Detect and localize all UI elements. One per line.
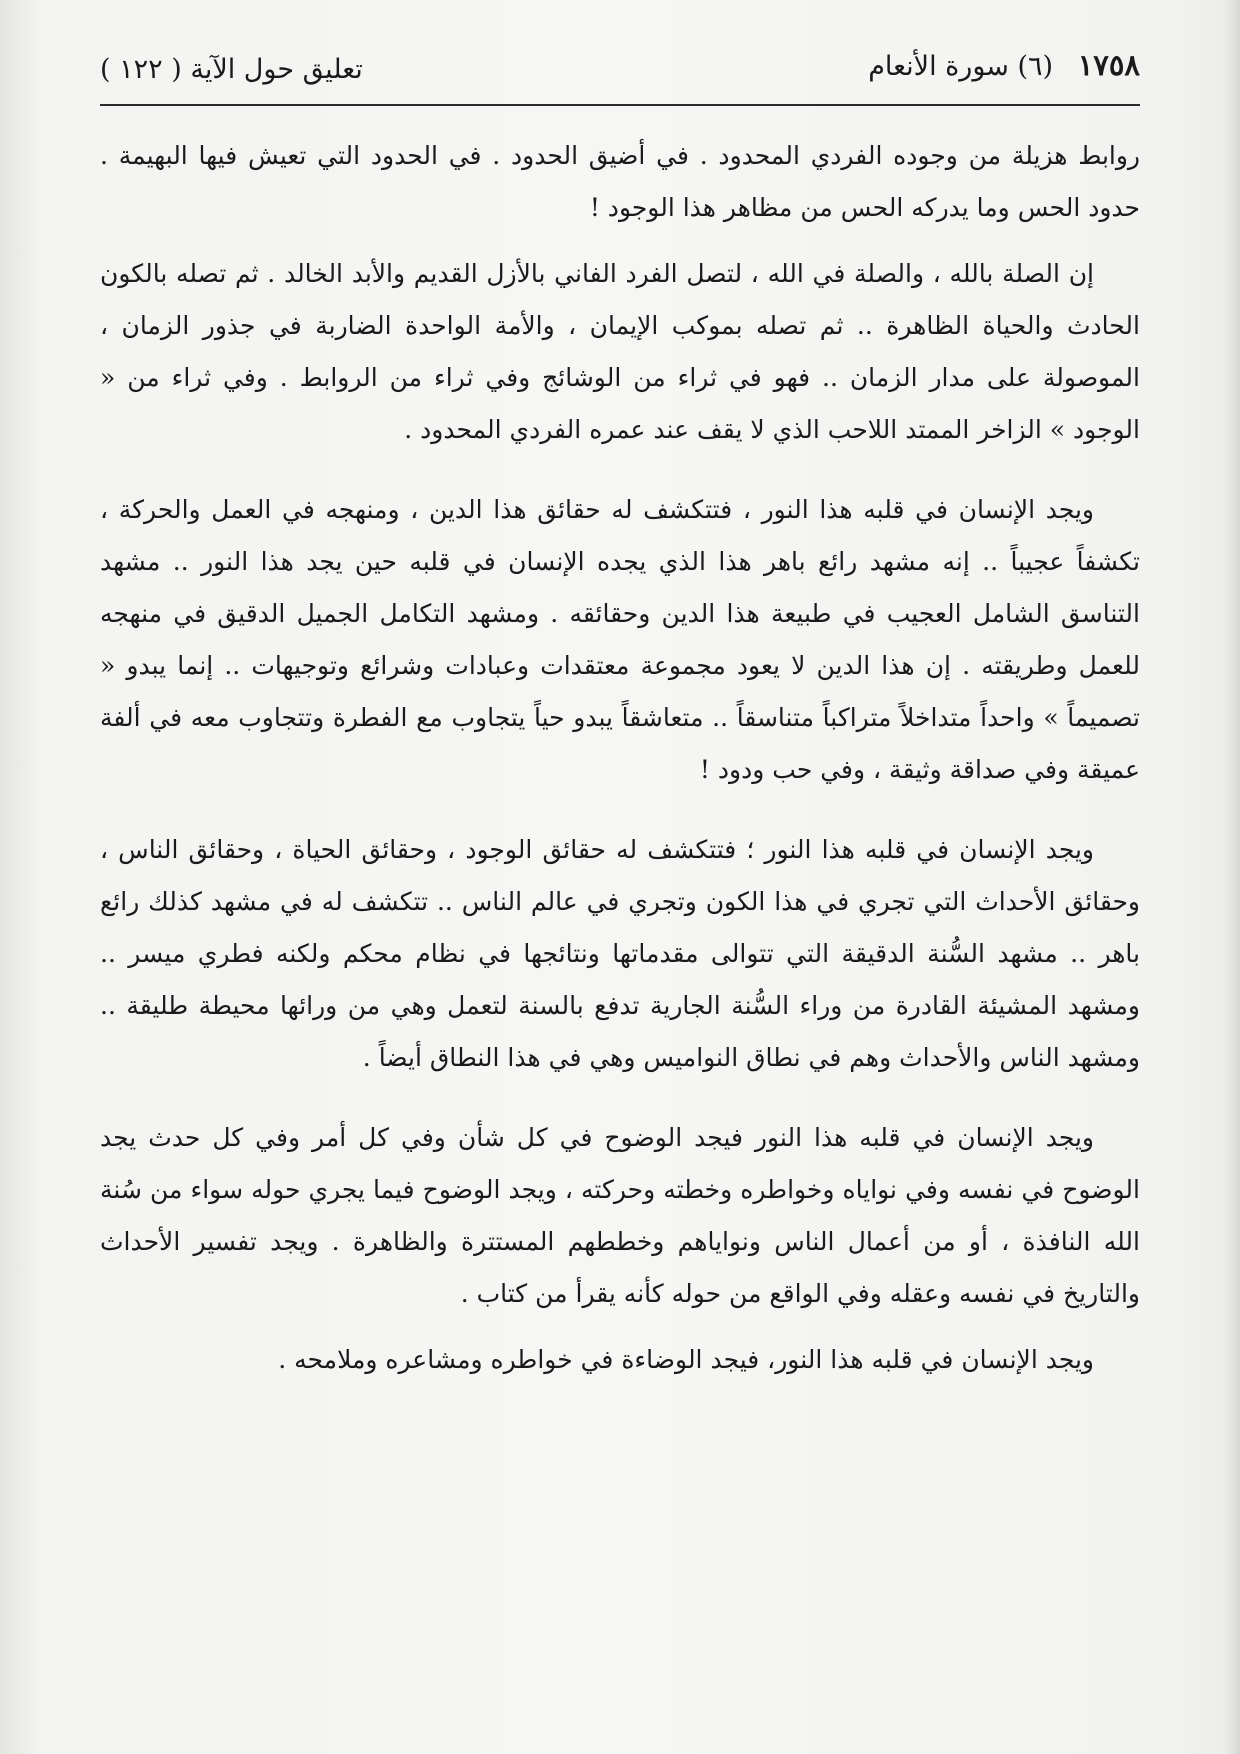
paragraph: ويجد الإنسان في قلبه هذا النور ؛ فتتكشف له حقائق الوجود ، وحقائق الحياة ، وحقائق الناس ، وحقائق الأحداث التي تجري في هذا الكون وتجري في عالم الناس .. تتكشف له في مشهد كذلك رائع باهر .. مشهد السُّنة الدقيقة التي تتوالى مقدماتها ونتائجها في نظام محكم ولكنه فطري ميسر .. ومشهد المشيئة القادرة من وراء السُّنة الجارية تدفع بالسنة لتعمل وهي من ورائها محيطة طليقة .. ومشهد الناس والأحداث وهم في نطاق النواميس وهي في هذا النطاق أيضاً . [100,835,1140,1072]
surah-title: (٦) سورة الأنعام [868,51,1054,82]
section-title: تعليق حول الآية ( ١٢٢ ) [100,54,363,85]
main-text [100,130,1140,1414]
paragraph: ويجد الإنسان في قلبه هذا النور فيجد الوضوح في كل شأن وفي كل أمر وفي كل حدث يجد الوضوح في نفسه وفي نواياه وخواطره وخطته وحركته ، ويجد الوضوح فيما يجري حوله سواء من سُنة الله النافذة ، أو من أعمال الناس ونواياهم وخططهم المستترة والظاهرة . ويجد تفسير الأحداث والتاريخ في نفسه وعقله وفي الواقع من حوله كأنه يقرأ من كتاب . [100,1123,1140,1308]
running-header [100,48,1140,108]
page-number: ١٧٥٨ [1077,48,1140,82]
paragraph: ويجد الإنسان في قلبه هذا النور، فيجد الوضاءة في خواطره ومشاعره وملامحه . [278,1345,1094,1374]
paragraph: ويجد الإنسان في قلبه هذا النور ، فتتكشف له حقائق هذا الدين ، ومنهجه في العمل والحركة ، تكشفاً عجيباً .. إنه مشهد رائع باهر هذا الذي يجده الإنسان في قلبه حين يجد هذا النور .. مشهد التناسق الشامل العجيب في طبيعة هذا الدين وحقائقه . ومشهد التكامل الجميل الدقيق في منهجه للعمل وطريقته . إن هذا الدين لا يعود مجموعة معتقدات وعبادات وشرائع وتوجيهات .. إنما يبدو « تصميماً » واحداً متداخلاً متراكباً متناسقاً .. متعاشقاً يبدو حياً يتجاوب مع الفطرة وتتجاوب معه في ألفة عميقة وفي صداقة وثيقة ، وفي حب ودود ! [100,495,1140,784]
paragraph: روابط هزيلة من وجوده الفردي المحدود . في أضيق الحدود . في الحدود التي تعيش فيها البهيمة . حدود الحس وما يدركه الحس من مظاهر هذا الوجود ! [100,141,1140,222]
page-edge-shadow [1226,0,1240,1754]
header-right [868,48,1140,82]
paragraph: إن الصلة بالله ، والصلة في الله ، لتصل الفرد الفاني بالأزل القديم والأبد الخالد . ثم تصله بالكون الحادث والحياة الظاهرة .. ثم تصله بموكب الإيمان ، والأمة الواحدة الضاربة في جذور الزمان ، الموصولة على مدار الزمان .. فهو في ثراء من الوشائج وفي ثراء من الروابط . وفي ثراء من « الوجود » الزاخر الممتد اللاحب الذي لا يقف عند عمره الفردي المحدود . [100,259,1140,444]
header-rule [100,104,1140,106]
